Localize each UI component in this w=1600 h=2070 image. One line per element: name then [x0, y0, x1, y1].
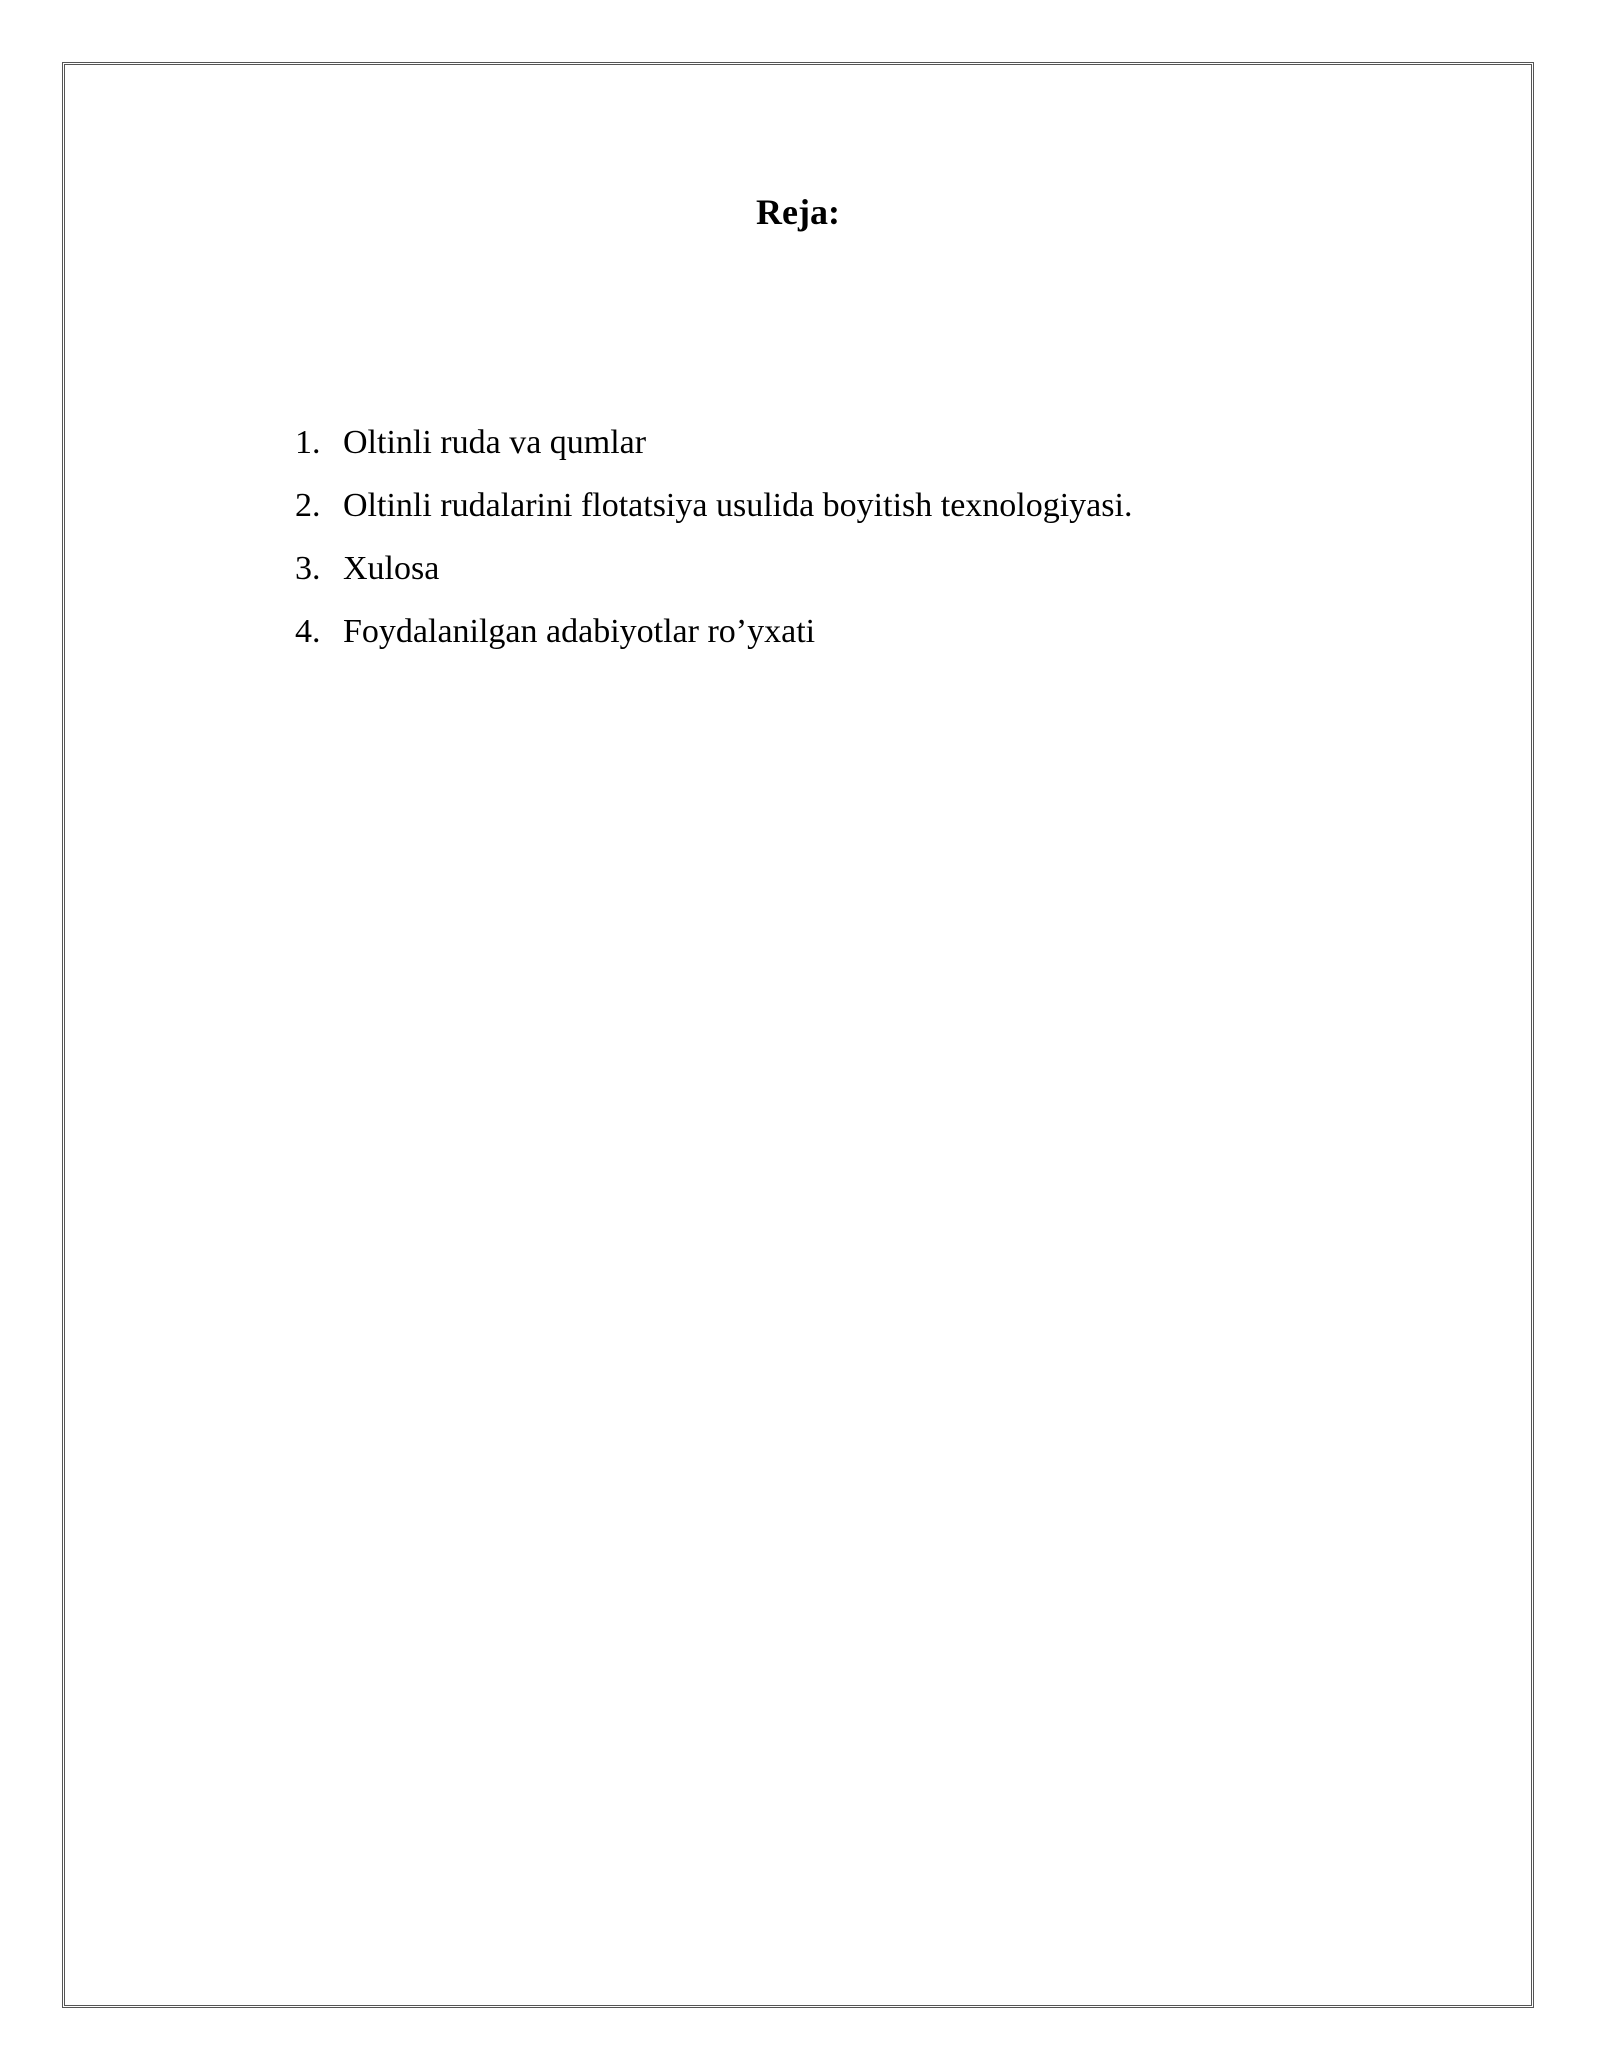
plan-item-text: Foydalanilgan adabiyotlar ro’yxati [343, 613, 816, 650]
plan-item-text: Xulosa [343, 550, 440, 587]
plan-item-number: 3. [295, 550, 321, 587]
plan-item-number: 2. [295, 487, 321, 524]
plan-item-text: Oltinli ruda va qumlar [343, 424, 647, 461]
plan-item-2 [295, 486, 1132, 549]
plan-item-number: 4. [295, 613, 321, 650]
page-title: Reja: [756, 192, 840, 232]
page-border [62, 62, 1534, 2008]
plan-list [295, 423, 1132, 675]
plan-item-number: 1. [295, 424, 321, 461]
plan-item-1 [295, 423, 1132, 486]
plan-item-4 [295, 612, 1132, 675]
plan-item-text: Oltinli rudalarini flotatsiya usulida boyitish texnologiyasi. [343, 487, 1133, 524]
plan-item-3 [295, 549, 1132, 612]
